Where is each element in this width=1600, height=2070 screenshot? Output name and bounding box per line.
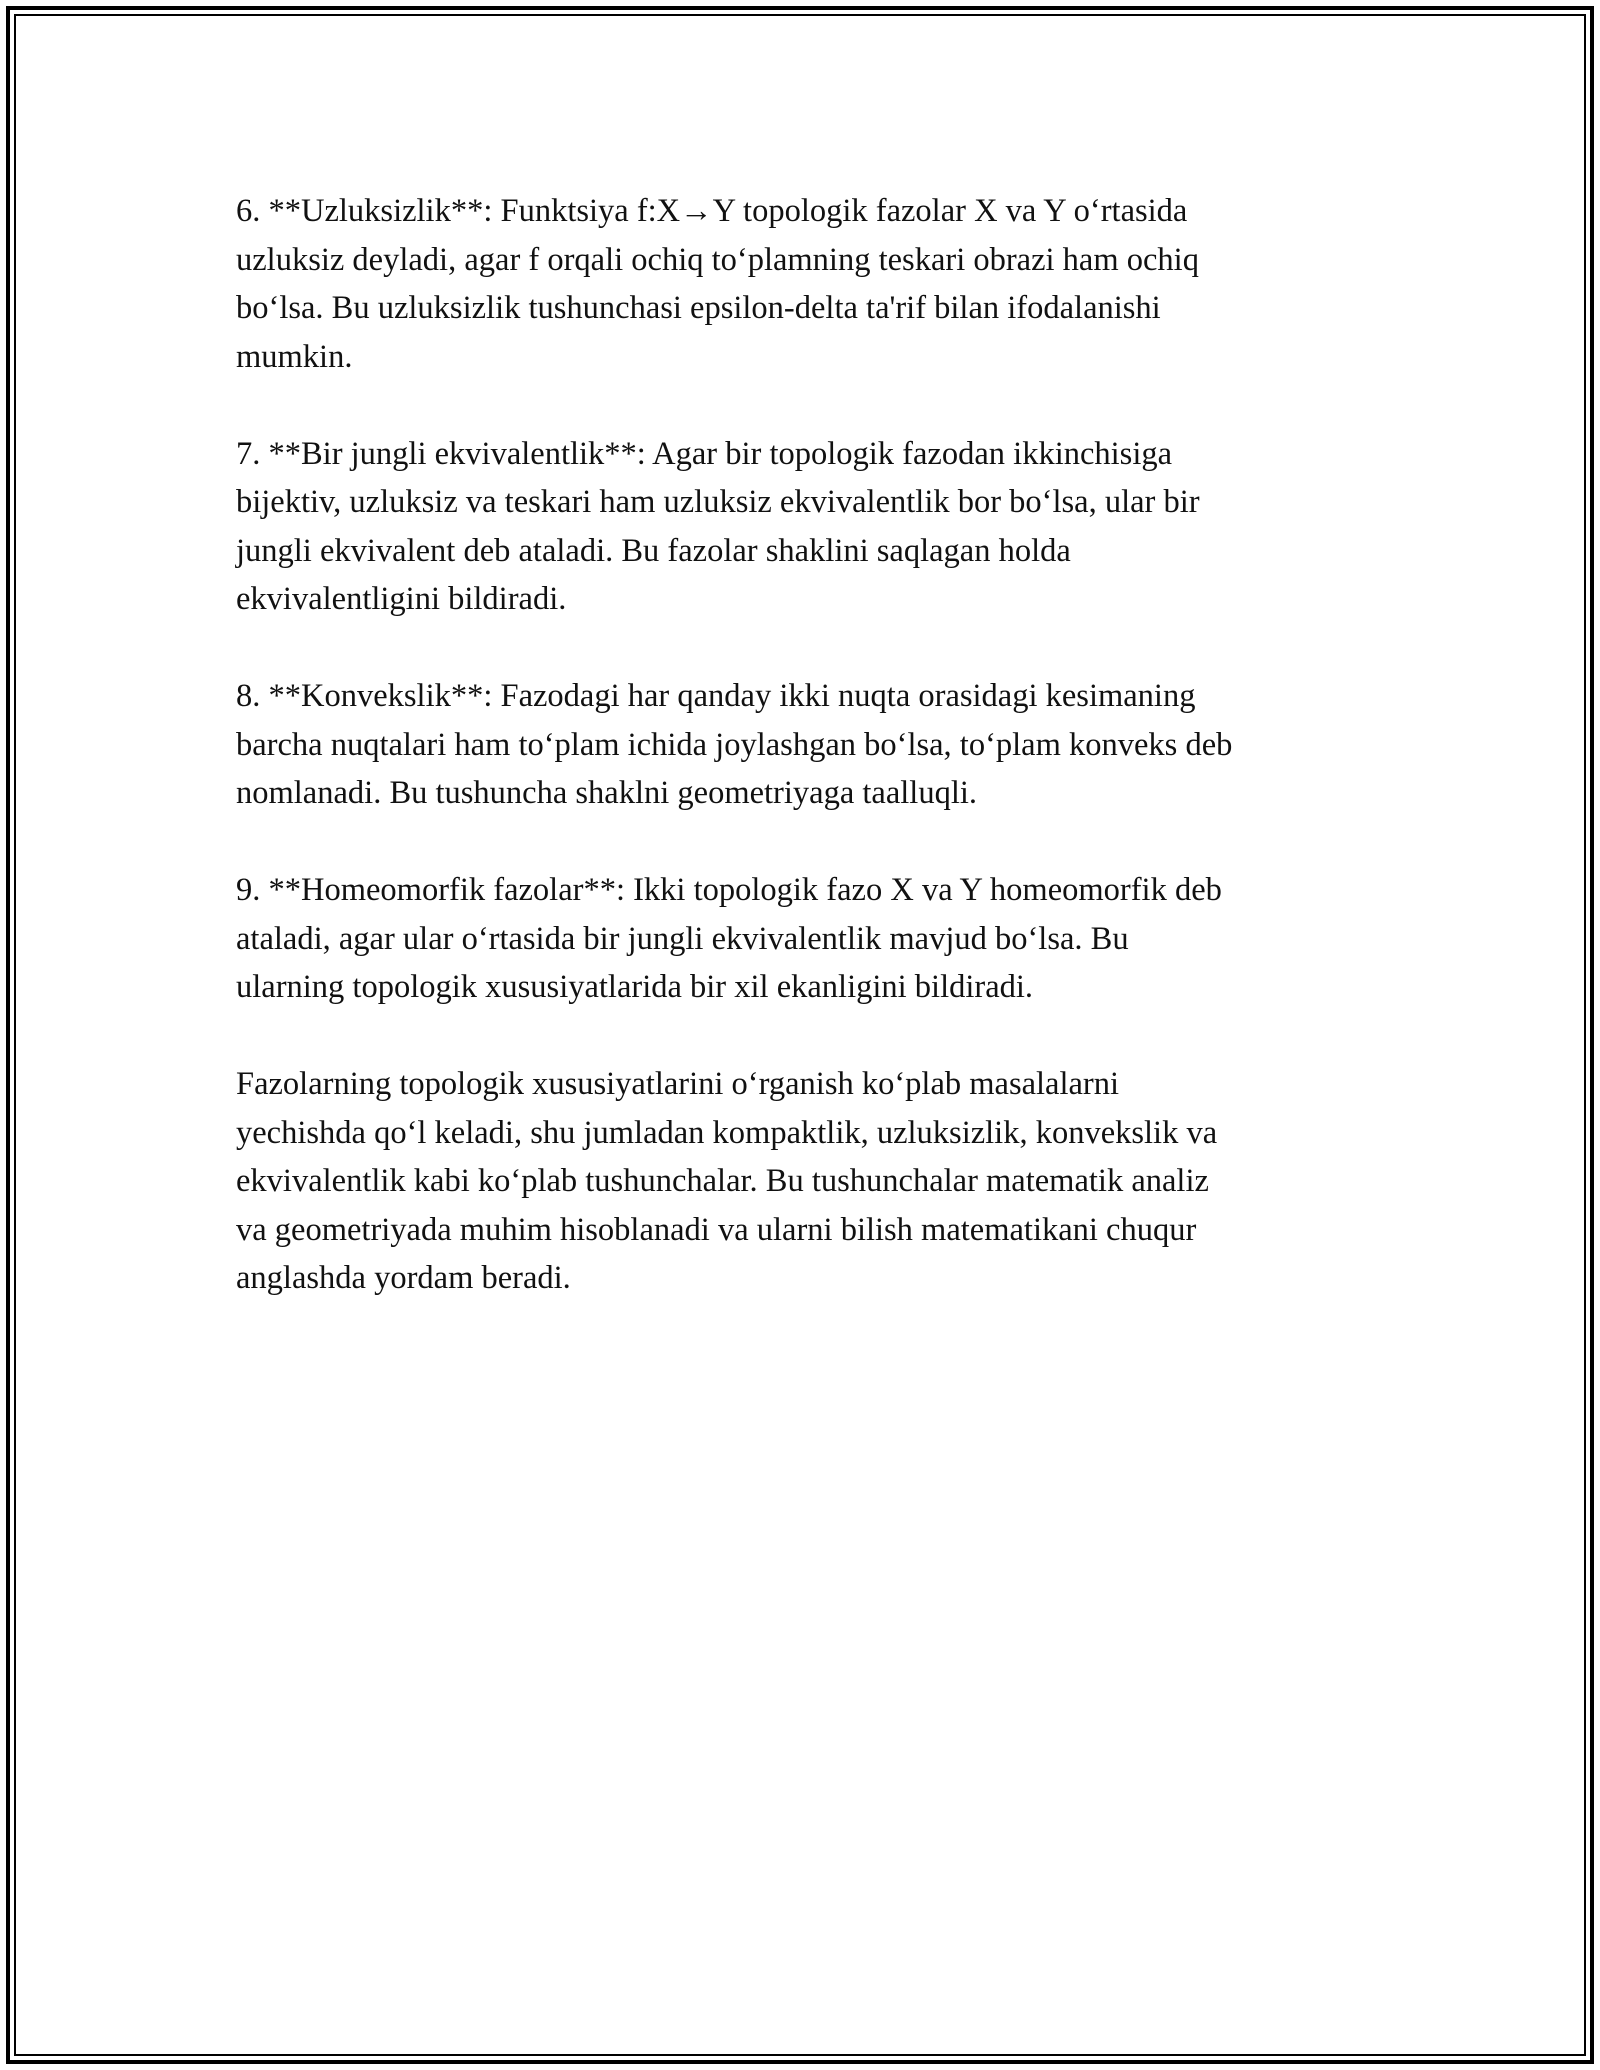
paragraph-conclusion: Fazolarning topologik xususiyatlarini o‘rganish ko‘plab masalalarni yechishda qo‘l keladi, shu jumladan kompaktlik, uzluksizlik, konvekslik va ekvivalentlik kabi ko‘plab tushunchalar. Bu tushunchalar matematik analiz va geometriyada muhim hisoblanadi va ularni bilish matematikani chuqur anglashda yordam beradi.	[236, 1066, 1218, 1296]
paragraph-equivalence: 7. **Bir jungli ekvivalentlik**: Agar bir topologik fazodan ikkinchisiga bijektiv, uzluksiz va teskari ham uzluksiz ekvivalentlik bor bo‘lsa, ular bir jungli ekvivalent deb ataladi. Bu fazolar shaklini saqlagan holda ekvivalentligini bildiradi.	[236, 435, 1200, 617]
paragraph-continuity: 6. **Uzluksizlik**: Funktsiya f:X→Y topologik fazolar X va Y o‘rtasida uzluksiz deyladi, agar f orqali ochiq to‘plamning teskari obrazi ham ochiq bo‘lsa. Bu uzluksizlik tushunchasi epsilon-delta ta'rif bilan ifodalanishi mumkin.	[236, 193, 1199, 375]
paragraph-homeomorphic: 9. **Homeomorfik fazolar**: Ikki topologik fazo X va Y homeomorfik deb ataladi, agar ular o‘rtasida bir jungli ekvivalentlik mavjud bo‘lsa. Bu ularning topologik xususiyatlarida bir xil ekanligini bildiradi.	[236, 872, 1222, 1005]
paragraph-convexity: 8. **Konvekslik**: Fazodagi har qanday ikki nuqta orasidagi kesimaning barcha nuqtalari ham to‘plam ichida joylashgan bo‘lsa, to‘plam konveks deb nomlanadi. Bu tushuncha shaklni geometriyaga taalluqli.	[236, 678, 1233, 811]
document-body	[236, 187, 1366, 1351]
